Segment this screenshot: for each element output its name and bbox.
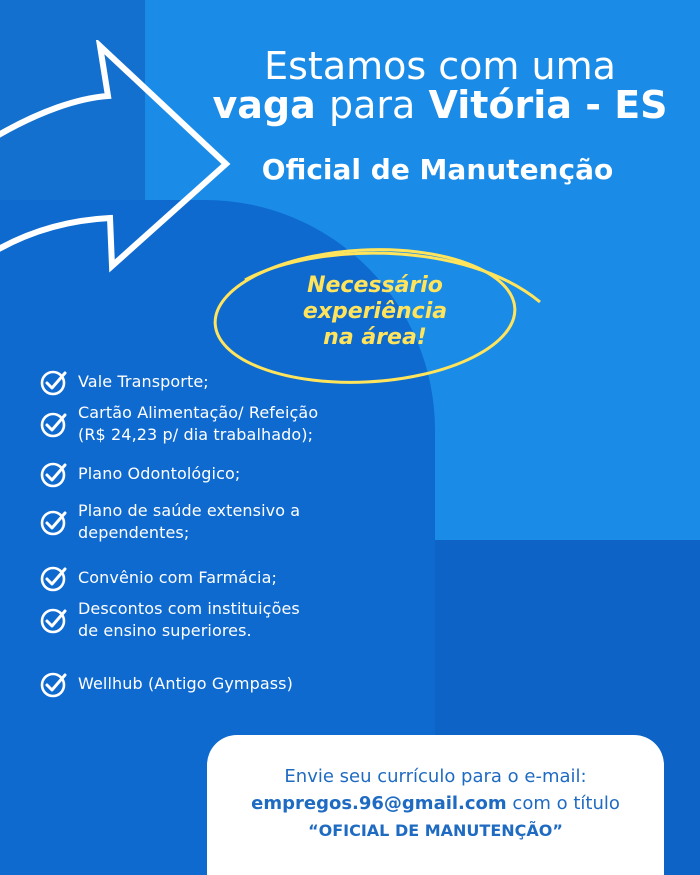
benefit-text: [78, 463, 240, 485]
contact-email-line: [207, 792, 664, 816]
check-circle-icon: [40, 368, 68, 396]
benefit-item: [40, 460, 400, 488]
benefit-text: [78, 371, 209, 393]
requirement-text: [260, 273, 490, 351]
benefit-line: Vale Transporte;: [78, 372, 209, 391]
contact-suffix: com o título: [512, 793, 620, 814]
benefit-line: Wellhub (Antigo Gympass): [78, 674, 293, 693]
benefit-item: [40, 368, 400, 396]
benefit-text: [78, 500, 300, 544]
contact-card: [207, 735, 664, 875]
benefit-line: Plano de saúde extensivo a: [78, 501, 301, 520]
requirement-line-1: Necessário: [307, 273, 443, 298]
headline-location: Vitória - ES: [428, 83, 668, 127]
benefit-item: [40, 670, 400, 698]
contact-instruction: Envie seu currículo para o e-mail:: [284, 766, 587, 787]
benefit-item: [40, 564, 400, 592]
check-circle-icon: [40, 564, 68, 592]
benefit-item: [40, 402, 400, 446]
benefit-line: de ensino superiores.: [78, 621, 252, 640]
benefit-item: [40, 500, 400, 544]
contact-subject: “OFICIAL DE MANUTENÇÃO”: [308, 821, 563, 840]
contact-email[interactable]: empregos.96@gmail.com: [251, 793, 507, 814]
benefit-line: Plano Odontológico;: [78, 464, 241, 483]
benefit-text: [78, 567, 277, 589]
benefit-line: Cartão Alimentação/ Refeição: [78, 403, 319, 422]
benefit-line: (R$ 24,23 p/ dia trabalhado);: [78, 425, 314, 444]
headline-bold-vaga: vaga: [212, 83, 316, 127]
job-title: Oficial de Manutenção: [261, 153, 614, 186]
benefit-line: Descontos com instituições: [78, 599, 300, 618]
benefit-line: Convênio com Farmácia;: [78, 568, 277, 587]
requirement-line-2: experiência: [302, 299, 448, 324]
headline-connector: para: [328, 83, 416, 127]
benefit-item: [40, 598, 400, 642]
check-circle-icon: [40, 606, 68, 634]
requirement-line-3: na área!: [323, 325, 427, 350]
check-circle-icon: [40, 670, 68, 698]
headline-line-1: Estamos com uma: [264, 44, 616, 88]
check-circle-icon: [40, 410, 68, 438]
check-circle-icon: [40, 460, 68, 488]
benefit-text: [78, 598, 300, 642]
headline-line-2: [180, 83, 700, 127]
benefit-text: [78, 673, 293, 695]
check-circle-icon: [40, 508, 68, 536]
benefit-text: [78, 402, 318, 446]
benefit-line: dependentes;: [78, 523, 190, 542]
